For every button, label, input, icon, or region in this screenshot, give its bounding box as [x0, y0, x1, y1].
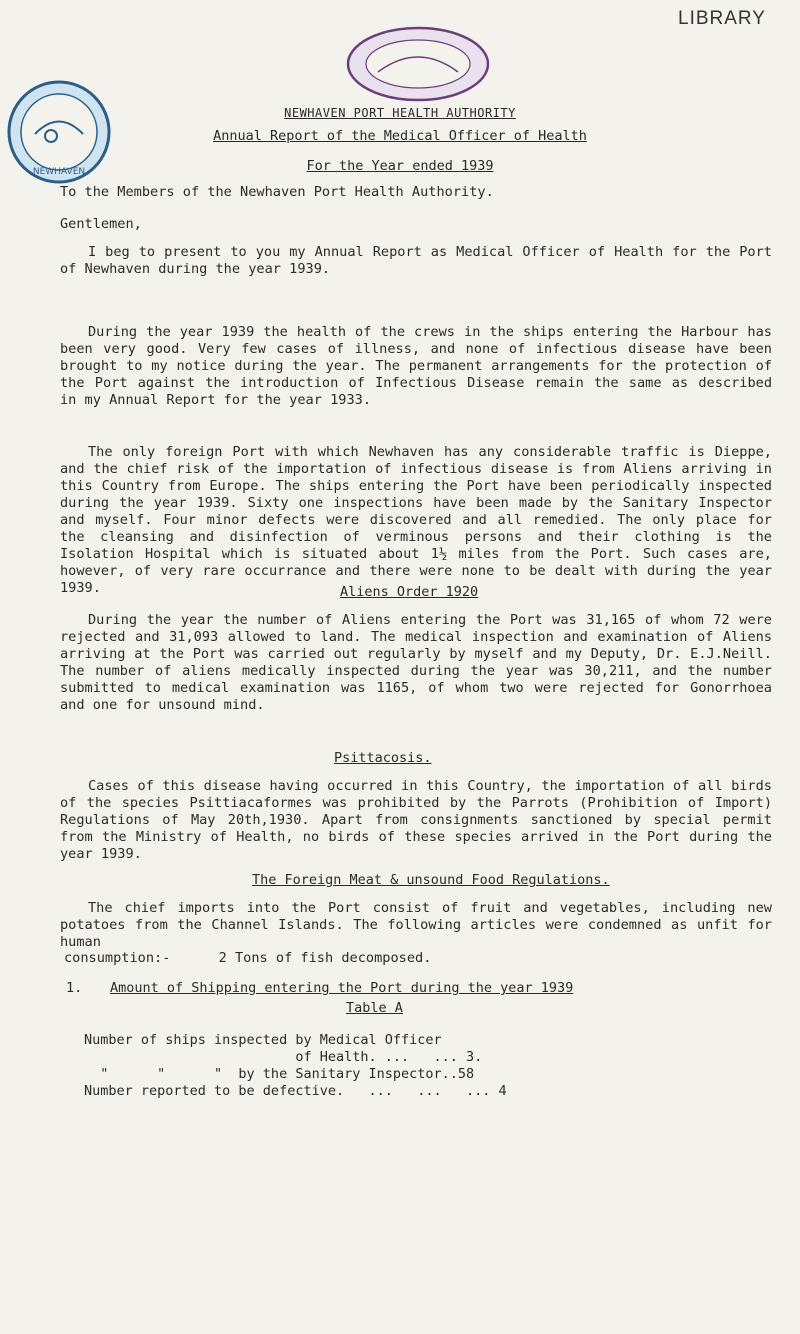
row-label: " " " by the Sanitary Inspector.. [84, 1066, 458, 1082]
row-label: Number reported to be defective. [84, 1083, 345, 1099]
shipping-title: Amount of Shipping entering the Port during the year 1939 [110, 980, 574, 996]
address-line: To the Members of the Newhaven Port Health Authority. [60, 184, 494, 200]
table-row [84, 1083, 507, 1099]
heading-aliens-order: Aliens Order 1920 [340, 584, 479, 600]
salutation: Gentlemen, [60, 216, 142, 232]
heading-food-regulations: The Foreign Meat & unsound Food Regulations. [252, 872, 610, 888]
paragraph-foreign-port: The only foreign Port with which Newhaven has any considerable traffic is Dieppe, and the chief risk of the importation of infectious disease is from Aliens arriving in this Country from Europe. The ships entering the Port have been periodically inspected during the year 1939. Sixty one inspections have been made by the Sanitary Inspector and myself. Four minor defects were discovered and all remedied. The only place for the cleansing and disinfection of verminous persons and their clothing is the Isolation Hospital which is situated about 1½ miles from the Port. Such cases are, however, of very rare occurrance and there were none to be dealt with during the year 1939. [60, 444, 772, 596]
seal-stamp-top [338, 24, 498, 104]
row-label: of Health. [84, 1049, 377, 1065]
row-value: 4 [498, 1083, 507, 1099]
paragraph-intro: I beg to present to you my Annual Report as Medical Officer of Health for the Port of Newhaven during the year 1939. [60, 244, 772, 277]
paragraph-aliens: During the year the number of Aliens entering the Port was 31,165 of whom 72 were rejected and 31,093 allowed to land. The medical inspection and examination of Aliens arriving at the Port was carried out regularly by myself and my Deputy, Dr. E.J.Neill. The number of aliens medically inspected during the year was 30,211, and the number submitted to medical examination was 1165, of whom two were rejected for Gonorrhoea and one for unsound mind. [60, 612, 772, 713]
table-row [84, 1032, 442, 1048]
heading-psittacosis: Psittacosis. [334, 750, 432, 766]
section-number: 1. [66, 980, 83, 996]
row-label: Number of ships inspected by Medical Officer [84, 1032, 442, 1048]
authority-title: NEWHAVEN PORT HEALTH AUTHORITY [284, 106, 516, 120]
shipping-section-title [66, 980, 796, 996]
report-period: For the Year ended 1939 [306, 158, 494, 174]
report-title: Annual Report of the Medical Officer of Health [213, 128, 587, 144]
paragraph-food-imports: The chief imports into the Port consist of fruit and vegetables, including new potatoes from the Channel Islands. The following articles were condemned as unfit for human [60, 900, 772, 950]
table-row [84, 1066, 474, 1082]
table-row [84, 1049, 482, 1065]
seal-left-text: NEWHAVEN [32, 167, 86, 177]
paragraph-psittacosis: Cases of this disease having occurred in this Country, the importation of all birds of the species Psittiacaformes was prohibited by the Parrots (Prohibition of Import) Regulations of May 20th,1930. Apart from consignments sanctioned by special permit from the Ministry of Health, no birds of these species arrived in the Port during the year 1939. [60, 778, 772, 862]
row-dots: ... ... ... [368, 1083, 491, 1099]
row-value: 3. [466, 1049, 483, 1065]
table-a-label: Table A [346, 1000, 403, 1016]
library-stamp: LIBRARY [678, 8, 766, 29]
row-value: 58 [457, 1066, 475, 1082]
paragraph-health: During the year 1939 the health of the crews in the ships entering the Harbour has been very good. Very few cases of illness, and none of infectious disease have been brought to my notice during the year. The permanent arrangements for the protection of the Port against the introduction of Infectious Disease remain the same as described in my Annual Report for the year 1933. [60, 324, 772, 408]
condemned-label: consumption:- [64, 950, 171, 966]
row-dots: ... ... [384, 1049, 458, 1065]
paragraph-condemned [64, 950, 776, 967]
condemned-item: 2 Tons of fish decomposed. [218, 950, 432, 966]
